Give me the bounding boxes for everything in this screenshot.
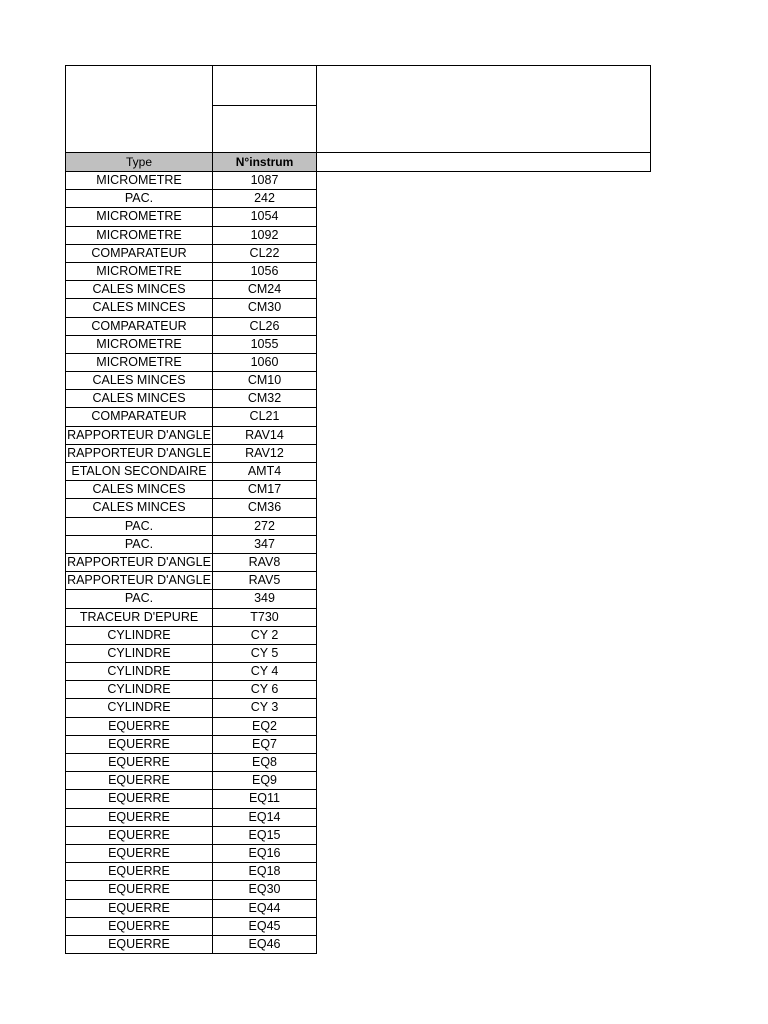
- cell-type[interactable]: COMPARATEUR: [65, 407, 213, 426]
- cell-type[interactable]: COMPARATEUR: [65, 244, 213, 263]
- cell-type[interactable]: RAPPORTEUR D'ANGLE: [65, 444, 213, 463]
- cell-instrument-number[interactable]: 1060: [212, 353, 317, 372]
- cell-instrument-number[interactable]: CL22: [212, 244, 317, 263]
- cell-type[interactable]: PAC.: [65, 189, 213, 208]
- cell-instrument-number[interactable]: 1055: [212, 335, 317, 354]
- cell-instrument-number[interactable]: 349: [212, 589, 317, 608]
- cell-instrument-number[interactable]: CY 4: [212, 662, 317, 681]
- cell-instrument-number[interactable]: 1087: [212, 171, 317, 190]
- cell-type[interactable]: EQUERRE: [65, 735, 213, 754]
- cell-instrument-number[interactable]: RAV14: [212, 426, 317, 445]
- cell-type[interactable]: RAPPORTEUR D'ANGLE: [65, 571, 213, 590]
- cell-type[interactable]: EQUERRE: [65, 880, 213, 899]
- cell-type[interactable]: MICROMETRE: [65, 262, 213, 281]
- cell-type[interactable]: PAC.: [65, 517, 213, 536]
- cell-instrument-number[interactable]: EQ18: [212, 862, 317, 881]
- cell-instrument-number[interactable]: EQ44: [212, 899, 317, 918]
- cell-instrument-number[interactable]: CM24: [212, 280, 317, 299]
- header-left-cell[interactable]: [65, 65, 213, 153]
- cell-instrument-number[interactable]: AMT4: [212, 462, 317, 481]
- cell-instrument-number[interactable]: T730: [212, 608, 317, 627]
- cell-instrument-number[interactable]: CL26: [212, 317, 317, 336]
- cell-type[interactable]: ETALON SECONDAIRE: [65, 462, 213, 481]
- cell-type[interactable]: CYLINDRE: [65, 626, 213, 645]
- cell-instrument-number[interactable]: EQ46: [212, 935, 317, 954]
- cell-type[interactable]: EQUERRE: [65, 917, 213, 936]
- cell-instrument-number[interactable]: CM32: [212, 389, 317, 408]
- cell-instrument-number[interactable]: EQ9: [212, 771, 317, 790]
- cell-instrument-number[interactable]: CM30: [212, 298, 317, 317]
- cell-instrument-number[interactable]: EQ16: [212, 844, 317, 863]
- column-header-type[interactable]: Type: [65, 152, 213, 172]
- cell-instrument-number[interactable]: 272: [212, 517, 317, 536]
- cell-type[interactable]: CALES MINCES: [65, 280, 213, 299]
- cell-instrument-number[interactable]: 1092: [212, 226, 317, 245]
- cell-type[interactable]: TRACEUR D'EPURE: [65, 608, 213, 627]
- cell-instrument-number[interactable]: CY 3: [212, 698, 317, 717]
- cell-instrument-number[interactable]: CY 6: [212, 680, 317, 699]
- cell-instrument-number[interactable]: RAV8: [212, 553, 317, 572]
- cell-instrument-number[interactable]: 242: [212, 189, 317, 208]
- header-middle-bottom-cell[interactable]: [212, 105, 317, 153]
- cell-type[interactable]: EQUERRE: [65, 771, 213, 790]
- cell-instrument-number[interactable]: EQ15: [212, 826, 317, 845]
- cell-type[interactable]: EQUERRE: [65, 753, 213, 772]
- cell-type[interactable]: EQUERRE: [65, 935, 213, 954]
- cell-type[interactable]: EQUERRE: [65, 789, 213, 808]
- cell-instrument-number[interactable]: EQ2: [212, 717, 317, 736]
- cell-type[interactable]: EQUERRE: [65, 899, 213, 918]
- cell-instrument-number[interactable]: 1056: [212, 262, 317, 281]
- cell-instrument-number[interactable]: EQ30: [212, 880, 317, 899]
- cell-type[interactable]: MICROMETRE: [65, 353, 213, 372]
- cell-instrument-number[interactable]: RAV12: [212, 444, 317, 463]
- cell-type[interactable]: CYLINDRE: [65, 662, 213, 681]
- cell-instrument-number[interactable]: CM10: [212, 371, 317, 390]
- cell-instrument-number[interactable]: EQ11: [212, 789, 317, 808]
- cell-type[interactable]: CALES MINCES: [65, 480, 213, 499]
- cell-type[interactable]: EQUERRE: [65, 826, 213, 845]
- cell-instrument-number[interactable]: RAV5: [212, 571, 317, 590]
- cell-type[interactable]: MICROMETRE: [65, 171, 213, 190]
- cell-type[interactable]: EQUERRE: [65, 717, 213, 736]
- cell-instrument-number[interactable]: EQ7: [212, 735, 317, 754]
- cell-instrument-number[interactable]: CL21: [212, 407, 317, 426]
- cell-instrument-number[interactable]: EQ8: [212, 753, 317, 772]
- cell-instrument-number[interactable]: CY 2: [212, 626, 317, 645]
- cell-type[interactable]: MICROMETRE: [65, 335, 213, 354]
- cell-instrument-number[interactable]: 1054: [212, 207, 317, 226]
- cell-type[interactable]: CYLINDRE: [65, 698, 213, 717]
- cell-instrument-number[interactable]: 347: [212, 535, 317, 554]
- cell-type[interactable]: EQUERRE: [65, 808, 213, 827]
- cell-instrument-number[interactable]: CM36: [212, 498, 317, 517]
- cell-type[interactable]: RAPPORTEUR D'ANGLE: [65, 553, 213, 572]
- cell-instrument-number[interactable]: CY 5: [212, 644, 317, 663]
- cell-type[interactable]: MICROMETRE: [65, 226, 213, 245]
- cell-type[interactable]: CALES MINCES: [65, 298, 213, 317]
- header-right-cell[interactable]: [316, 65, 651, 153]
- header-middle-top-cell[interactable]: [212, 65, 317, 106]
- cell-type[interactable]: CYLINDRE: [65, 680, 213, 699]
- cell-type[interactable]: CALES MINCES: [65, 371, 213, 390]
- cell-type[interactable]: COMPARATEUR: [65, 317, 213, 336]
- column-header-blank[interactable]: [316, 152, 651, 172]
- cell-type[interactable]: CALES MINCES: [65, 389, 213, 408]
- cell-instrument-number[interactable]: EQ45: [212, 917, 317, 936]
- cell-type[interactable]: CYLINDRE: [65, 644, 213, 663]
- cell-type[interactable]: EQUERRE: [65, 862, 213, 881]
- cell-type[interactable]: PAC.: [65, 589, 213, 608]
- cell-instrument-number[interactable]: CM17: [212, 480, 317, 499]
- cell-type[interactable]: EQUERRE: [65, 844, 213, 863]
- cell-instrument-number[interactable]: EQ14: [212, 808, 317, 827]
- column-header-number[interactable]: N°instrum: [212, 152, 317, 172]
- cell-type[interactable]: MICROMETRE: [65, 207, 213, 226]
- cell-type[interactable]: CALES MINCES: [65, 498, 213, 517]
- cell-type[interactable]: RAPPORTEUR D'ANGLE: [65, 426, 213, 445]
- cell-type[interactable]: PAC.: [65, 535, 213, 554]
